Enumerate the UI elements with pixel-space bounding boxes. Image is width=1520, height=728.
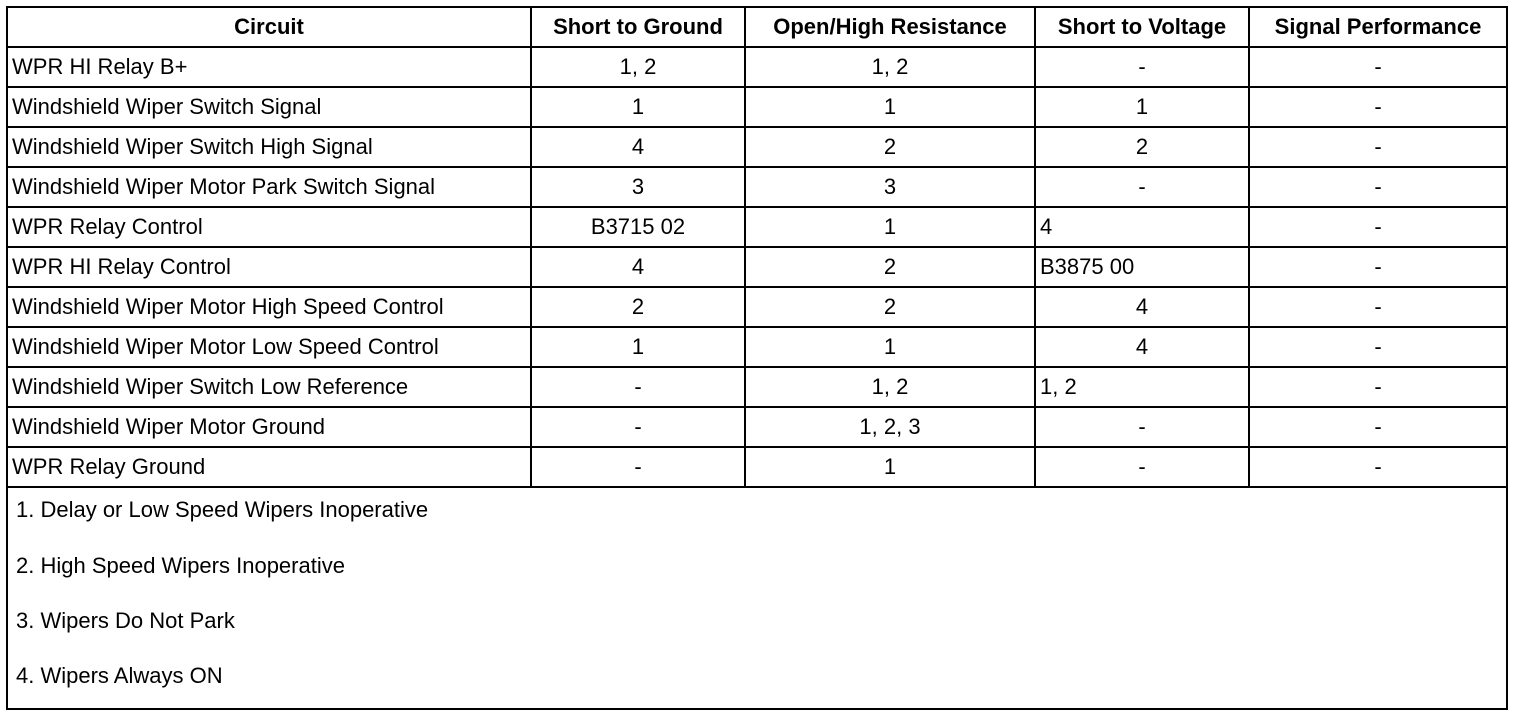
table-row: [7, 47, 1507, 87]
cell-signal-performance: -: [1249, 247, 1507, 287]
cell-short-to-voltage: 4: [1035, 207, 1249, 247]
cell-short-to-voltage: -: [1035, 167, 1249, 207]
table-row: [7, 447, 1507, 487]
cell-short-to-voltage: 2: [1035, 127, 1249, 167]
cell-signal-performance: -: [1249, 127, 1507, 167]
header-short-to-ground: Short to Ground: [531, 7, 745, 47]
cell-short-to-ground: B3715 02: [531, 207, 745, 247]
header-open-high-resistance: Open/High Resistance: [745, 7, 1035, 47]
cell-short-to-ground: 1: [531, 327, 745, 367]
cell-short-to-voltage: -: [1035, 447, 1249, 487]
cell-open-high-resistance: 2: [745, 127, 1035, 167]
table-row: [7, 247, 1507, 287]
table-row: [7, 287, 1507, 327]
cell-short-to-voltage: 1: [1035, 87, 1249, 127]
table-row: [7, 327, 1507, 367]
table-row: [7, 87, 1507, 127]
cell-short-to-voltage: 4: [1035, 287, 1249, 327]
cell-circuit: Windshield Wiper Switch Signal: [7, 87, 531, 127]
cell-short-to-voltage: B3875 00: [1035, 247, 1249, 287]
cell-open-high-resistance: 1, 2: [745, 367, 1035, 407]
cell-short-to-voltage: -: [1035, 47, 1249, 87]
cell-open-high-resistance: 1: [745, 87, 1035, 127]
cell-circuit: Windshield Wiper Switch High Signal: [7, 127, 531, 167]
cell-signal-performance: -: [1249, 287, 1507, 327]
cell-signal-performance: -: [1249, 447, 1507, 487]
cell-short-to-ground: -: [531, 447, 745, 487]
cell-open-high-resistance: 1: [745, 447, 1035, 487]
cell-signal-performance: -: [1249, 367, 1507, 407]
cell-circuit: Windshield Wiper Motor Park Switch Signal: [7, 167, 531, 207]
table-header-row: [7, 7, 1507, 47]
footnote-item: 3. Wipers Do Not Park: [16, 608, 235, 633]
cell-short-to-ground: 2: [531, 287, 745, 327]
cell-short-to-voltage: 4: [1035, 327, 1249, 367]
cell-circuit: WPR Relay Control: [7, 207, 531, 247]
cell-signal-performance: -: [1249, 407, 1507, 447]
cell-open-high-resistance: 2: [745, 287, 1035, 327]
cell-signal-performance: -: [1249, 207, 1507, 247]
table-row: [7, 407, 1507, 447]
cell-signal-performance: -: [1249, 87, 1507, 127]
cell-circuit: WPR HI Relay B+: [7, 47, 531, 87]
cell-open-high-resistance: 3: [745, 167, 1035, 207]
footnote-item: 2. High Speed Wipers Inoperative: [16, 553, 345, 578]
cell-short-to-ground: -: [531, 367, 745, 407]
cell-open-high-resistance: 2: [745, 247, 1035, 287]
cell-short-to-ground: 4: [531, 127, 745, 167]
table-body: [7, 47, 1507, 487]
table-row: [7, 367, 1507, 407]
notes-section: [7, 487, 1507, 709]
table-row: [7, 167, 1507, 207]
cell-open-high-resistance: 1, 2: [745, 47, 1035, 87]
header-circuit: Circuit: [7, 7, 531, 47]
table-row: [7, 207, 1507, 247]
cell-short-to-ground: 3: [531, 167, 745, 207]
cell-circuit: WPR HI Relay Control: [7, 247, 531, 287]
header-short-to-voltage: Short to Voltage: [1035, 7, 1249, 47]
cell-circuit: WPR Relay Ground: [7, 447, 531, 487]
footnote-item: 1. Delay or Low Speed Wipers Inoperative: [16, 497, 429, 522]
cell-circuit: Windshield Wiper Motor Low Speed Control: [7, 327, 531, 367]
table-row: [7, 127, 1507, 167]
cell-open-high-resistance: 1: [745, 327, 1035, 367]
circuit-diagnostic-table: [6, 6, 1508, 710]
cell-short-to-ground: 1, 2: [531, 47, 745, 87]
cell-open-high-resistance: 1: [745, 207, 1035, 247]
footnote-item: 4. Wipers Always ON: [16, 663, 223, 688]
cell-circuit: Windshield Wiper Motor Ground: [7, 407, 531, 447]
header-signal-performance: Signal Performance: [1249, 7, 1507, 47]
cell-open-high-resistance: 1, 2, 3: [745, 407, 1035, 447]
diagnostic-table-container: [6, 6, 1506, 710]
cell-short-to-voltage: 1, 2: [1035, 367, 1249, 407]
cell-signal-performance: -: [1249, 327, 1507, 367]
cell-circuit: Windshield Wiper Motor High Speed Control: [7, 287, 531, 327]
cell-short-to-ground: -: [531, 407, 745, 447]
cell-short-to-ground: 1: [531, 87, 745, 127]
cell-circuit: Windshield Wiper Switch Low Reference: [7, 367, 531, 407]
cell-short-to-voltage: -: [1035, 407, 1249, 447]
cell-signal-performance: -: [1249, 47, 1507, 87]
cell-signal-performance: -: [1249, 167, 1507, 207]
cell-short-to-ground: 4: [531, 247, 745, 287]
